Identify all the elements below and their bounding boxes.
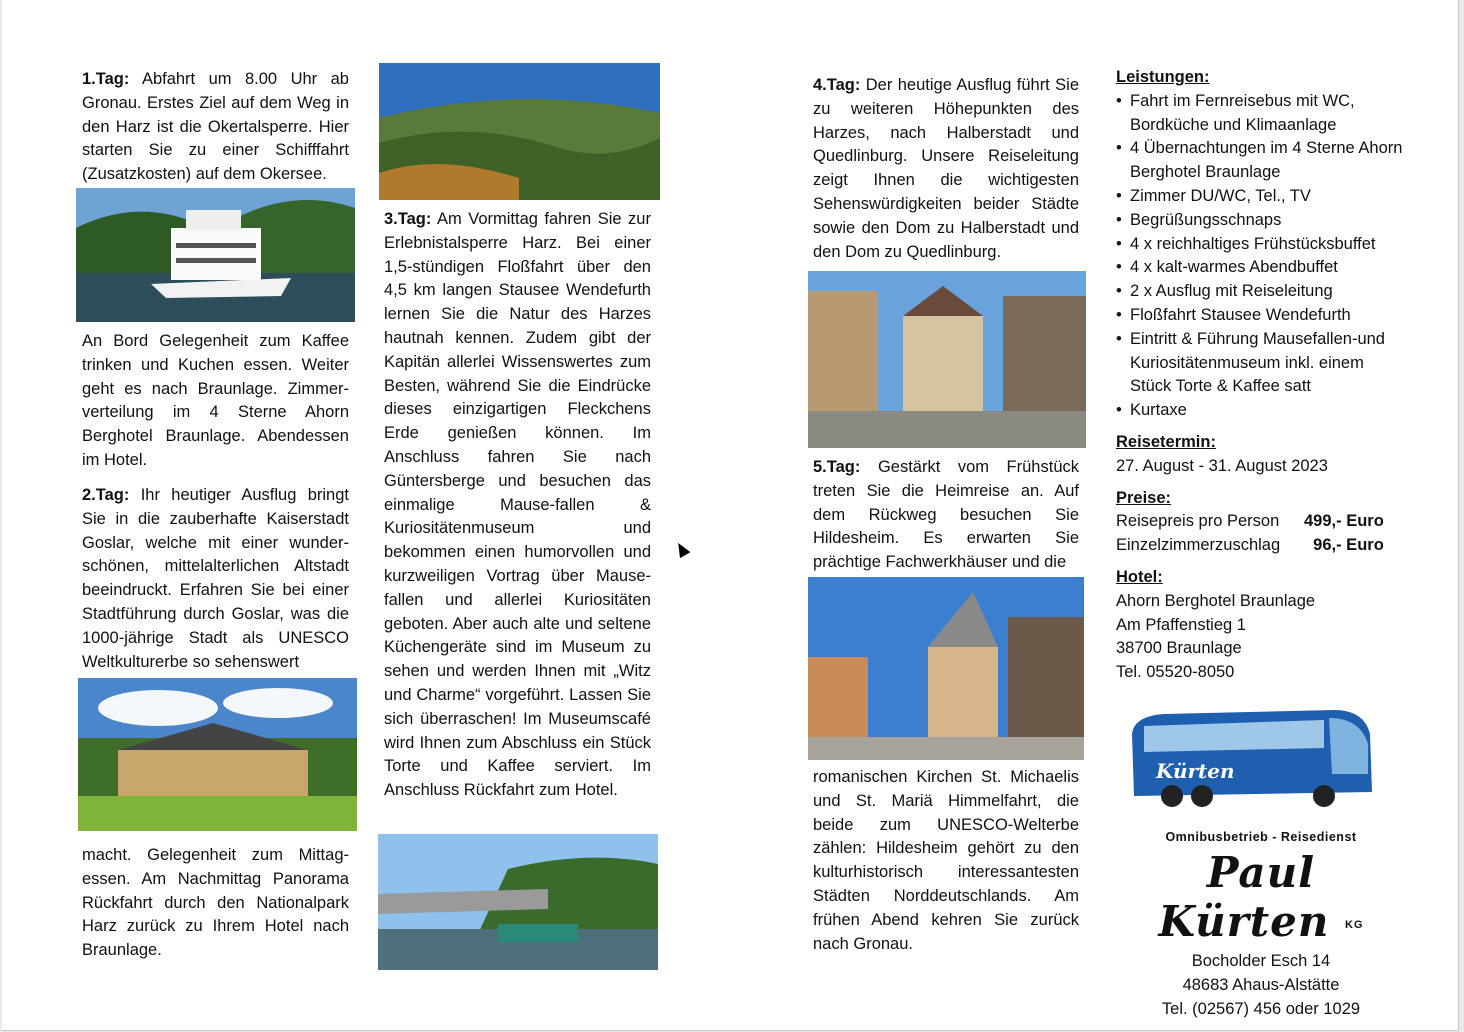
day4-text: Der heutige Ausflug führt Sie zu weiteren Höhepunkten des Harzes, nach Halberstadt und Quedlinburg. Unsere Reiseleitung zeigt Ihnen die wichtigesten Sehenswürdigkeiten beider Städte sowie den Dom zu Halberstadt und den Dom zu Quedlinburg.	[813, 76, 1079, 261]
hotel-line: Ahorn Berghotel Braunlage	[1116, 591, 1316, 610]
day5-section	[813, 456, 1079, 575]
day5-text-b: romanischen Kirchen St. Michaelis und St. Mariä Himmelfahrt, die beide zum UNESCO-Welterbe zählen: Hildesheim gehört zu den kulturhistorisch interessantesten Städten Norddeutschlands. Am frühen Abend kehren Sie zurück nach Gronau.	[813, 768, 1079, 953]
list-item: • 2 x Ausflug mit Reiseleitung	[1116, 280, 1406, 304]
bus-brand: Kürten	[1156, 759, 1235, 783]
hotel-line: 38700 Braunlage	[1116, 639, 1242, 658]
list-item: • Zimmer DU/WC, Tel., TV	[1116, 185, 1406, 209]
price-value: 96,- Euro	[1304, 536, 1384, 555]
day3-title: 3.Tag:	[384, 210, 432, 228]
day3-text: Am Vormittag fahren Sie zur Erlebnistalsperre Harz. Bei einer 1,5-stündigen Floßfahrt über den 4,5 km langen Stausee Wendefurth lernen Sie die Natur des Harzes hautnah kennen. Zudem gibt der Kapitän allerlei Wissenswertes zum Besten, während Sie die Eindrücke dieses einzigartigen Fleckchens Erde genießen können. Im Anschluss fahren Sie nach Güntersberge und besuchen das einmalige Mause-fallen & Kuriositätenmuseum und bekommen einen humorvollen und kurzweiligen Vortrag über Mause-fallen und allerlei Kuriositäten geboten. Aber auch alte und seltene Küchengeräte sind im Museum zu sehen und werden Ihnen mit „Witz und Charme“ vorgeführt. Lassen Sie sich überraschen! Im Museumscafé wird Ihnen zum Abschluss ein Stück Torte und Kaffee serviert. Im Anschluss Rückfahrt zum Hotel.	[384, 210, 651, 800]
list-item: • Kurtaxe	[1116, 399, 1406, 423]
day1-text-b: An Bord Gelegenheit zum Kaffee trinken und Kuchen essen. Weiter geht es nach Braunlage. Zimmer-verteilung im 4 Sterne Ahorn Berghotel Braunlage. Abendessen im Hotel.	[82, 332, 349, 469]
day4-title: 4.Tag:	[813, 76, 861, 94]
reisetermin-value: 27. August - 31. August 2023	[1116, 456, 1328, 475]
reisetermin-heading: Reisetermin:	[1116, 432, 1216, 451]
day5-text-a: Gestärkt vom Frühstück treten Sie die Heimreise an. Auf dem Rückweg besuchen Sie Hildesheim. Es erwarten Sie prächtige Fachwerkhäuser und die	[813, 458, 1079, 572]
company-tagline: Omnibusbetrieb - Reisedienst	[1165, 830, 1357, 844]
list-item: • Fahrt im Fernreisebus mit WC, Bordküche und Klimaanlage	[1116, 90, 1406, 138]
day2-continued	[82, 844, 349, 963]
hotel-line: Am Pfaffenstieg 1	[1116, 615, 1246, 634]
day4-section	[813, 74, 1079, 264]
mouse-pointer-icon	[673, 540, 690, 558]
hildesheim-market-photo	[808, 577, 1084, 760]
kaiserpfalz-goslar-photo	[78, 678, 357, 831]
hotel-heading: Hotel:	[1116, 567, 1163, 586]
day3-section	[384, 208, 651, 803]
price-row	[1116, 510, 1406, 534]
leistungen-heading: Leistungen:	[1116, 68, 1210, 86]
company-logo	[1116, 848, 1406, 946]
company-address-line: Tel. (02567) 456 oder 1029	[1161, 999, 1361, 1018]
company-block	[1116, 830, 1406, 1021]
price-value: 499,- Euro	[1304, 512, 1384, 531]
preise-heading: Preise:	[1116, 488, 1172, 507]
day1-title: 1.Tag:	[82, 70, 130, 88]
day1-section	[82, 68, 349, 187]
dam-raft-photo	[378, 834, 658, 970]
hotel-line: Tel. 05520-8050	[1116, 663, 1235, 682]
list-item: • Eintritt & Führung Mausefallen-und Kuriositätenmuseum inkl. einem Stück Torte & Kaffee satt	[1116, 328, 1406, 399]
day2-text-a: Ihr heutiger Ausflug bringt Sie in die zauberhafte Kaiserstadt Goslar, welche mit einer wunder-schönen, mittelalterlichen Altstadt beeindruckt. Erfahren Sie bei einer Stadtführung durch Goslar, was die 1000-jährige Stadt als UNESCO Weltkulturerbe so sehenswert	[82, 486, 349, 671]
day5-continued	[813, 766, 1079, 956]
list-item: • 4 Übernachtungen im 4 Sterne Ahorn Berghotel Braunlage	[1116, 137, 1406, 185]
day1-text-a: Abfahrt um 8.00 Uhr ab Gronau. Erstes Ziel auf dem Weg in den Harz ist die Okertalsperre. Hier starten Sie zu einer Schifffahrt (Zusatzkosten) auf dem Okersee.	[82, 70, 349, 184]
day1-continued	[82, 330, 349, 473]
ship-on-lake-photo	[76, 188, 355, 322]
price-label: Reisepreis pro Person	[1116, 512, 1280, 531]
list-item: • Begrüßungsschnaps	[1116, 209, 1406, 233]
logo-suffix: KG	[1345, 919, 1364, 931]
day5-title: 5.Tag:	[813, 458, 861, 476]
brochure-page	[2, 0, 1459, 1031]
day2-title: 2.Tag:	[82, 486, 130, 504]
day2-section	[82, 484, 349, 674]
company-address-line: 48683 Ahaus-Alstätte	[1182, 975, 1340, 994]
harz-forest-photo	[379, 63, 660, 200]
price-label: Einzelzimmerzuschlag	[1116, 536, 1281, 555]
list-item: • Floßfahrt Stausee Wendefurth	[1116, 304, 1406, 328]
quedlinburg-market-photo	[808, 271, 1086, 448]
leistungen-list	[1116, 90, 1406, 423]
day2-text-b: macht. Gelegenheit zum Mittag-essen. Am Nachmittag Panorama Rückfahrt durch den Nationalpark Harz zurück zu Ihrem Hotel nach Braunlage.	[82, 846, 349, 960]
logo-text: Paul Kürten	[1158, 848, 1330, 946]
company-address-line: Bocholder Esch 14	[1191, 952, 1331, 970]
list-item: • 4 x reichhaltiges Frühstücksbuffet	[1116, 233, 1406, 257]
list-item: • 4 x kalt-warmes Abendbuffet	[1116, 256, 1406, 280]
price-row	[1116, 534, 1406, 558]
coach-bus-image	[1124, 704, 1376, 812]
info-column	[1116, 66, 1406, 685]
